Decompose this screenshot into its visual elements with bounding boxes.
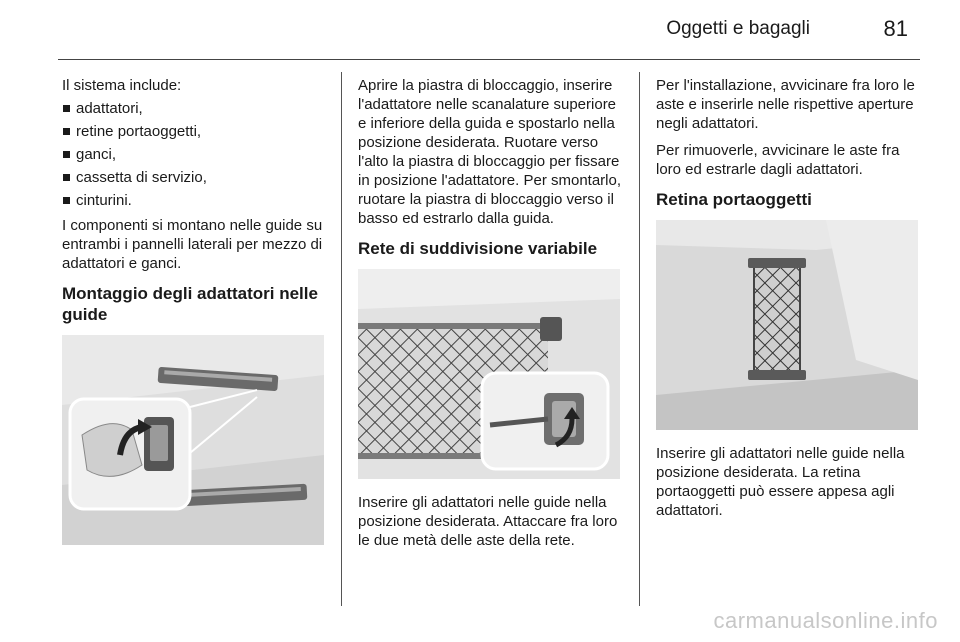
detail-inset bbox=[70, 399, 190, 509]
body-paragraph: Per l'installazione, avvicinare fra loro le aste e inserirle nelle rispettive aperture negli adattatori. bbox=[656, 77, 915, 132]
header-divider bbox=[58, 59, 920, 60]
column-divider-1 bbox=[341, 72, 342, 606]
variable-divider-net-illustration bbox=[358, 269, 620, 479]
column-3 bbox=[656, 76, 924, 528]
list-item: adattatori, bbox=[62, 99, 324, 118]
column-divider-2 bbox=[639, 72, 640, 606]
body-paragraph: Inserire gli adattatori nelle guide nella posizione desiderata. Attaccare fra loro le due metà delle aste della rete. bbox=[358, 494, 618, 549]
column-2 bbox=[358, 76, 626, 558]
detail-inset bbox=[482, 373, 608, 469]
section-heading: Rete di suddivisione variabile bbox=[358, 239, 598, 258]
list-item: ganci, bbox=[62, 145, 324, 164]
body-paragraph: Inserire gli adattatori nelle guide nella posizione desiderata. La retina portaoggetti può essere appesa agli adattatori. bbox=[656, 445, 905, 519]
watermark: carmanualsonline.info bbox=[713, 608, 938, 633]
component-list bbox=[62, 99, 324, 210]
section-heading: Retina portaoggetti bbox=[656, 190, 812, 209]
storage-net-illustration bbox=[656, 220, 918, 430]
body-paragraph: I componenti si montano nelle guide su entrambi i pannelli laterali per mezzo di adattatori e ganci. bbox=[62, 217, 323, 272]
intro-text: Il sistema include: bbox=[62, 77, 182, 94]
list-item: retine portaoggetti, bbox=[62, 122, 324, 141]
page-number: 81 bbox=[883, 16, 908, 41]
list-item: cinturini. bbox=[62, 191, 324, 210]
adapter-mounting-illustration bbox=[62, 335, 324, 545]
list-item: cassetta di servizio, bbox=[62, 168, 324, 187]
section-heading: Montaggio degli adattatori nelle guide bbox=[62, 284, 318, 324]
body-paragraph: Aprire la piastra di bloccaggio, inserire l'adattatore nelle scanalature superiore e inferiore della guida e spostarlo nella posizione desiderata. Ruotare verso l'alto la piastra di bloccaggio per fissare in posizione l'adattatore. Per smontarlo, ruotare la piastra di bloccaggio verso il basso ed estrarlo dalla guida. bbox=[358, 77, 622, 227]
column-1 bbox=[62, 76, 324, 559]
section-title: Oggetti e bagagli bbox=[666, 18, 810, 39]
body-paragraph: Per rimuoverle, avvicinare le aste fra loro ed estrarle dagli adattatori. bbox=[656, 142, 900, 178]
